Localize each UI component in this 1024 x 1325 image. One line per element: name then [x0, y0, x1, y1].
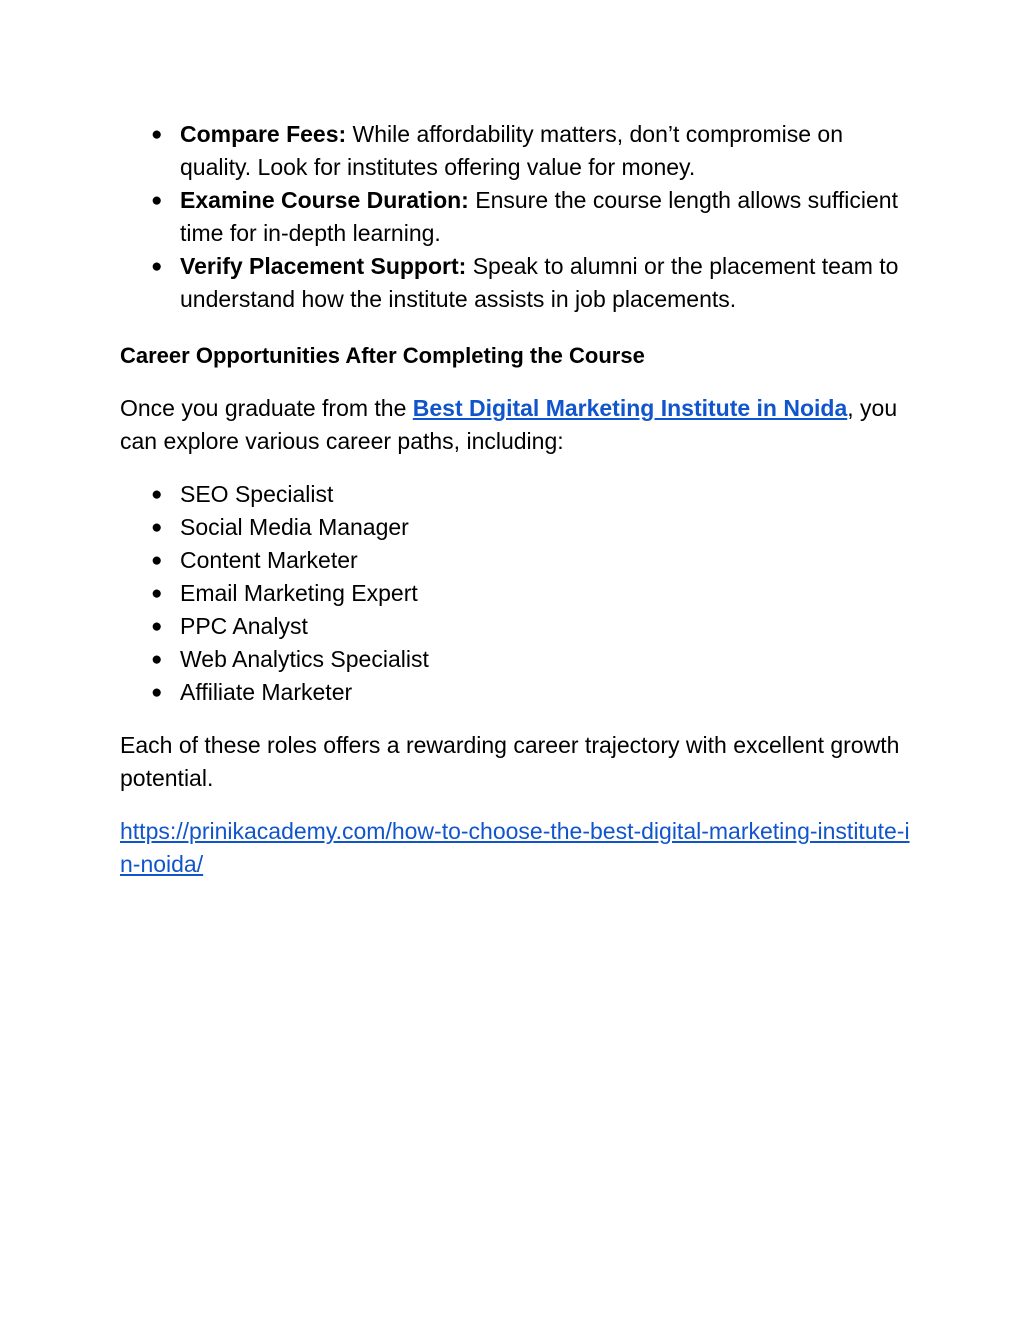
bullet-icon: ●: [151, 682, 163, 703]
bullet-icon: ●: [151, 190, 163, 211]
article-url-link[interactable]: https://prinikacademy.com/how-to-choose-the-best-digital-marketing-institute-in-noida/: [120, 818, 910, 877]
intro-paragraph: [120, 392, 910, 458]
criteria-text: Ensure the course length allows sufficient time for in-depth learning.: [180, 187, 898, 246]
intro-after: , you can explore various career paths, including:: [120, 395, 898, 454]
list-item: [120, 577, 910, 610]
bullet-icon: ●: [151, 649, 163, 670]
bullet-icon: ●: [151, 484, 163, 505]
url-paragraph: [120, 815, 910, 881]
list-item: [120, 118, 910, 184]
list-item: [120, 643, 910, 676]
list-item: [120, 544, 910, 577]
institute-link[interactable]: Best Digital Marketing Institute in Noida: [412, 395, 848, 421]
career-label: SEO Specialist: [180, 481, 334, 507]
career-label: PPC Analyst: [180, 613, 308, 639]
bullet-icon: ●: [151, 256, 163, 277]
career-label: Email Marketing Expert: [180, 580, 418, 606]
bullet-icon: ●: [151, 124, 163, 145]
closing-paragraph: Each of these roles offers a rewarding career trajectory with excellent growth potential.: [120, 732, 900, 791]
list-item: [120, 478, 910, 511]
criteria-label: Compare Fees:: [180, 121, 347, 147]
criteria-label: Verify Placement Support:: [180, 253, 467, 279]
intro-before: Once you graduate from the: [120, 395, 413, 421]
list-item: [120, 250, 910, 316]
list-item: [120, 511, 910, 544]
career-label: Social Media Manager: [180, 514, 409, 540]
bullet-icon: ●: [151, 517, 163, 538]
section-heading: Career Opportunities After Completing the Course: [120, 343, 645, 368]
career-label: Web Analytics Specialist: [180, 646, 429, 672]
list-item: [120, 184, 910, 250]
career-label: Affiliate Marketer: [180, 679, 353, 705]
careers-list: [120, 478, 910, 709]
list-item: [120, 610, 910, 643]
criteria-list: [120, 118, 910, 316]
criteria-text: While affordability matters, don’t compromise on quality. Look for institutes offering value for money.: [180, 121, 844, 180]
document-body: [120, 118, 910, 881]
bullet-icon: ●: [151, 616, 163, 637]
criteria-text: Speak to alumni or the placement team to understand how the institute assists in job placements.: [180, 253, 899, 312]
career-label: Content Marketer: [180, 547, 358, 573]
bullet-icon: ●: [151, 550, 163, 571]
list-item: [120, 676, 910, 709]
criteria-label: Examine Course Duration:: [180, 187, 469, 213]
bullet-icon: ●: [151, 583, 163, 604]
